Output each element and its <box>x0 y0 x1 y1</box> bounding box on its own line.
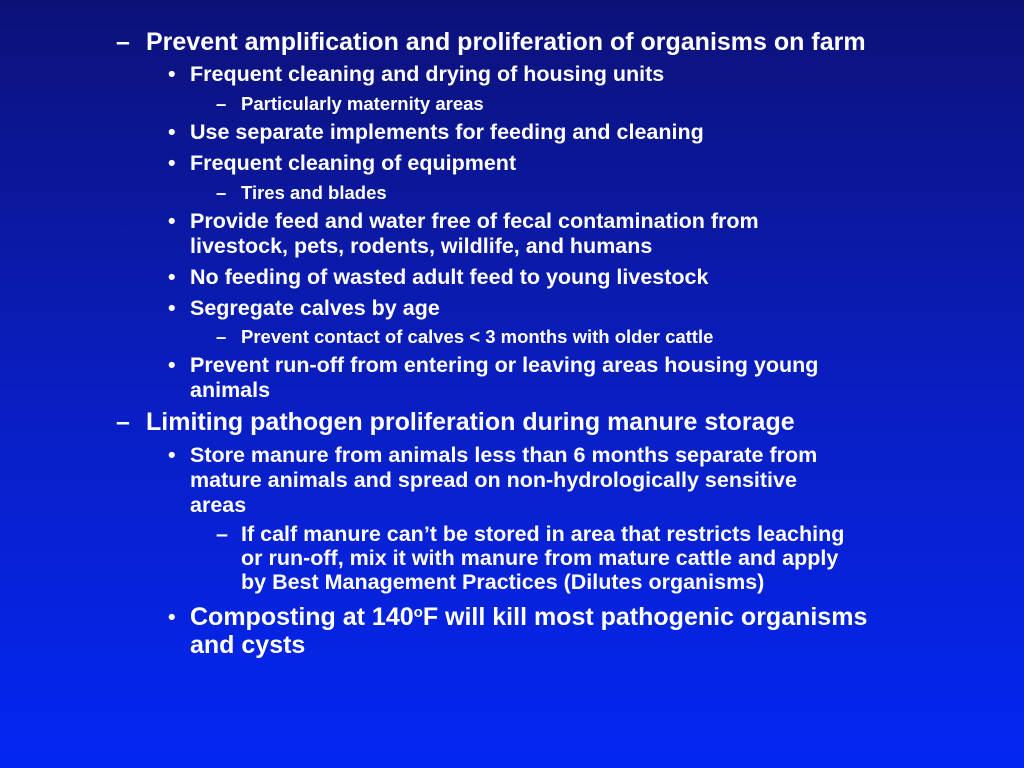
sub-bullet-text: Prevent contact of calves < 3 months with older cattle <box>241 326 714 347</box>
bullet-text-line: livestock, pets, rodents, wildlife, and humans <box>190 234 653 258</box>
sub-bullet-text: Tires and blades <box>241 182 387 203</box>
composting-text-end: F will kill most pathogenic organisms <box>422 603 868 631</box>
bullet-text: No feeding of wasted adult feed to young livestock <box>190 265 709 289</box>
section-heading <box>0 28 1024 57</box>
bullet-text-line: animals <box>190 378 271 402</box>
dash-marker: – <box>216 326 227 347</box>
sub-bullet-text-line: If calf manure can’t be stored in area that restricts leaching <box>241 522 845 546</box>
section-heading <box>0 408 1024 437</box>
sub-bullet-item <box>0 181 1024 204</box>
bullet-item <box>0 120 1024 145</box>
sub-bullet-item <box>0 325 1024 348</box>
bullet-item <box>0 265 1024 290</box>
bullet-text: Frequent cleaning of equipment <box>190 151 517 175</box>
bullet-text: Segregate calves by age <box>190 296 440 320</box>
bullet-marker: • <box>168 209 176 233</box>
bullet-marker: • <box>168 120 176 144</box>
dash-marker: – <box>216 182 227 203</box>
dash-marker: – <box>116 408 130 436</box>
bullet-item <box>0 603 1024 659</box>
sub-bullet-item <box>0 92 1024 115</box>
dash-marker: – <box>216 93 227 114</box>
section-heading-text: Prevent amplification and proliferation of organisms on farm <box>146 28 866 56</box>
bullet-marker: • <box>168 605 176 629</box>
section-heading-text: Limiting pathogen proliferation during manure storage <box>146 408 795 436</box>
bullet-marker: • <box>168 265 176 289</box>
bullet-text-line: Store manure from animals less than 6 months separate from <box>190 443 818 467</box>
bullet-item <box>0 353 1024 403</box>
degree-superscript: o <box>413 603 423 621</box>
bullet-item <box>0 62 1024 87</box>
sub-bullet-text-line: or run-off, mix it with manure from mature cattle and apply <box>241 546 839 570</box>
sub-bullet-text: Particularly maternity areas <box>241 93 484 114</box>
bullet-text: Frequent cleaning and drying of housing units <box>190 62 665 86</box>
bullet-marker: • <box>168 296 176 320</box>
sub-bullet-text-line: by Best Management Practices (Dilutes organisms) <box>241 570 765 594</box>
bullet-text-line: Prevent run-off from entering or leaving areas housing young <box>190 353 819 377</box>
dash-marker: – <box>216 522 228 546</box>
bullet-marker: • <box>168 353 176 377</box>
dash-marker: – <box>116 28 130 56</box>
bullet-text: Use separate implements for feeding and cleaning <box>190 120 704 144</box>
bullet-text-line: areas <box>190 493 247 517</box>
bullet-text-line <box>190 603 867 631</box>
bullet-marker: • <box>168 62 176 86</box>
bullet-item <box>0 209 1024 259</box>
bullet-item <box>0 443 1024 518</box>
sub-bullet-item <box>0 522 1024 597</box>
composting-text-start: Composting at 140 <box>190 603 414 631</box>
bullet-text-line: Provide feed and water free of fecal contamination from <box>190 209 759 233</box>
bullet-marker: • <box>168 151 176 175</box>
bullet-marker: • <box>168 443 176 467</box>
bullet-text-line: mature animals and spread on non-hydrologically sensitive <box>190 468 797 492</box>
bullet-item <box>0 151 1024 176</box>
bullet-text-line: and cysts <box>190 631 306 659</box>
bullet-item <box>0 296 1024 321</box>
